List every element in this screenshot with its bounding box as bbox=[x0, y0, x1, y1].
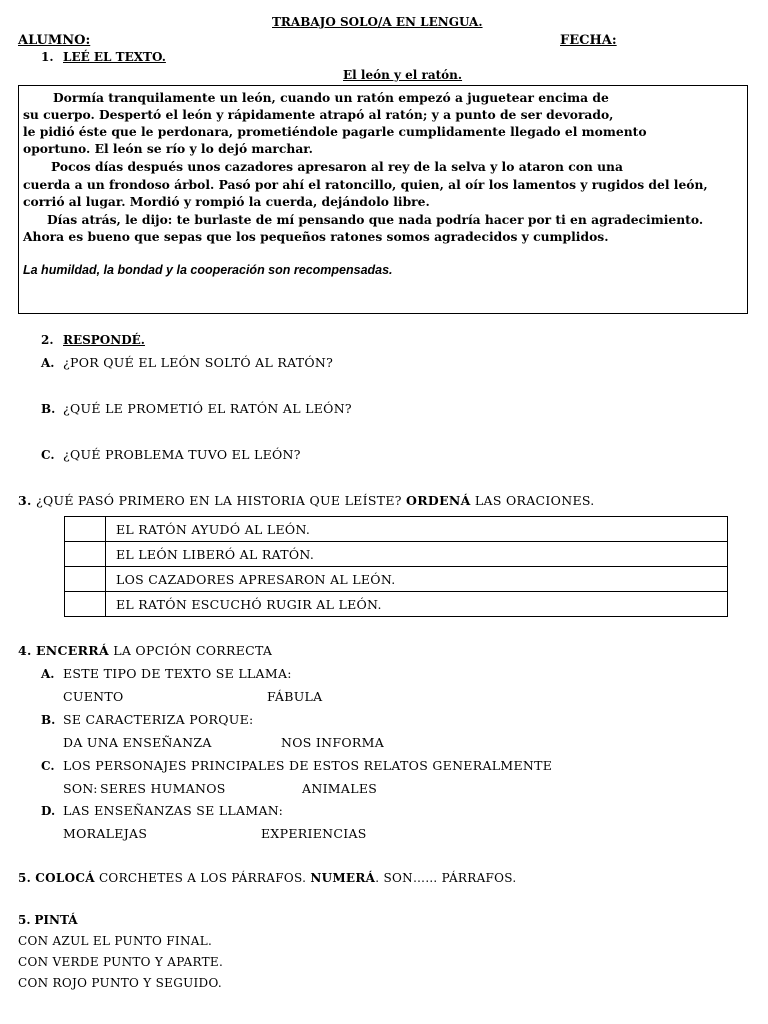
story-line: Días atrás, le dijo: te burlaste de mí pensando que nada podría hacer por ti en agradecimiento. bbox=[47, 212, 704, 227]
option-seres-humanos[interactable]: SERES HUMANOS bbox=[100, 781, 226, 796]
item-question: LAS ENSEÑANZAS SE LLAMAN: bbox=[63, 803, 284, 818]
question-letter: A. bbox=[41, 356, 55, 370]
section5a-tail: . SON…… PÁRRAFOS. bbox=[375, 871, 517, 885]
option-moralejas[interactable]: MORALEJAS bbox=[63, 826, 148, 841]
paint-instruction-blue: CON AZUL EL PUNTO FINAL. bbox=[18, 934, 213, 948]
worksheet-title: TRABAJO SOLO/A EN LENGUA. bbox=[272, 15, 483, 29]
story-line: cuerda a un frondoso árbol. Pasó por ahí el ratoncillo, quien, al oír los lamentos y rugidos del león, bbox=[23, 177, 708, 192]
option-fabula[interactable]: FÁBULA bbox=[267, 689, 323, 704]
section5a-number: 5. bbox=[18, 871, 32, 885]
question-letter: B. bbox=[41, 402, 56, 416]
section5a-verb-numerar: NUMERÁ bbox=[310, 871, 376, 885]
section4-tail: LA OPCIÓN CORRECTA bbox=[113, 643, 273, 658]
section4-verb: ENCERRÁ bbox=[35, 643, 109, 658]
section3-number: 3. bbox=[18, 493, 32, 508]
order-number-cell[interactable] bbox=[65, 517, 106, 542]
item-question: LOS PERSONAJES PRINCIPALES DE ESTOS RELATOS GENERALMENTE bbox=[63, 758, 553, 773]
item-question: SE CARACTERIZA PORQUE: bbox=[63, 712, 254, 727]
section3-verb: ORDENÁ bbox=[406, 493, 471, 508]
story-line: le pidió éste que le perdonara, prometiéndole pagarle cumplidamente llegado el momento bbox=[23, 124, 647, 139]
story-line: Ahora es bueno que sepas que los pequeños ratones somos agradecidos y cumplidos. bbox=[23, 229, 609, 244]
section3-instruction bbox=[18, 493, 595, 508]
section4-number: 4. bbox=[18, 643, 32, 658]
date-label: FECHA: bbox=[560, 33, 617, 48]
section5a-text: CORCHETES A LOS PÁRRAFOS. bbox=[98, 871, 307, 885]
item-letter: A. bbox=[41, 667, 55, 681]
option-experiencias[interactable]: EXPERIENCIAS bbox=[261, 826, 367, 841]
item-question: ESTE TIPO DE TEXTO SE LLAMA: bbox=[63, 666, 292, 681]
section3-tail: LAS ORACIONES. bbox=[474, 493, 595, 508]
question-text: ¿QUÉ PROBLEMA TUVO EL LEÓN? bbox=[63, 447, 301, 462]
table-row bbox=[65, 517, 728, 542]
table-row bbox=[65, 542, 728, 567]
sentence-cell: LOS CAZADORES APRESARON AL LEÓN. bbox=[106, 567, 728, 592]
question-letter: C. bbox=[41, 448, 55, 462]
item-question-continuation: SON: bbox=[63, 781, 98, 796]
paint-instruction-red: CON ROJO PUNTO Y SEGUIDO. bbox=[18, 976, 223, 990]
section5b-number: 5. bbox=[18, 913, 31, 927]
story-box bbox=[18, 85, 748, 314]
section5b-verb: PINTÁ bbox=[34, 913, 78, 927]
order-number-cell[interactable] bbox=[65, 567, 106, 592]
story-line: corrió al lugar. Mordió y rompió la cuerda, dejándolo libre. bbox=[23, 194, 430, 209]
sentence-cell: EL RATÓN ESCUCHÓ RUGIR AL LEÓN. bbox=[106, 592, 728, 617]
order-table bbox=[64, 516, 728, 617]
student-name-label: ALUMNO: bbox=[18, 33, 91, 48]
story-line: Dormía tranquilamente un león, cuando un ratón empezó a juguetear encima de bbox=[53, 90, 609, 105]
section2-heading: RESPONDÉ. bbox=[63, 333, 145, 347]
item-letter: D. bbox=[41, 804, 56, 818]
item-letter: C. bbox=[41, 759, 55, 773]
option-da-una-ensenanza[interactable]: DA UNA ENSEÑANZA bbox=[63, 735, 212, 750]
section3-question: ¿QUÉ PASÓ PRIMERO EN LA HISTORIA QUE LEÍSTE? bbox=[35, 493, 402, 508]
story-line: oportuno. El león se río y lo dejó marchar. bbox=[23, 141, 313, 156]
sentence-cell: EL RATÓN AYUDÓ AL LEÓN. bbox=[106, 517, 728, 542]
table-row bbox=[65, 592, 728, 617]
section1-number: 1. bbox=[41, 50, 54, 64]
option-nos-informa[interactable]: NOS INFORMA bbox=[281, 735, 385, 750]
story-line: Pocos días después unos cazadores apresaron al rey de la selva y lo ataron con una bbox=[51, 159, 623, 174]
order-number-cell[interactable] bbox=[65, 592, 106, 617]
section4-instruction bbox=[18, 643, 272, 658]
question-text: ¿QUÉ LE PROMETIÓ EL RATÓN AL LEÓN? bbox=[63, 401, 352, 416]
option-cuento[interactable]: CUENTO bbox=[63, 689, 124, 704]
section2-number: 2. bbox=[41, 333, 54, 347]
story-line: su cuerpo. Despertó el león y rápidamente atrapó al ratón; y a punto de ser devorado, bbox=[23, 107, 614, 122]
order-number-cell[interactable] bbox=[65, 542, 106, 567]
section5b-heading bbox=[18, 913, 78, 927]
sentence-cell: EL LEÓN LIBERÓ AL RATÓN. bbox=[106, 542, 728, 567]
paint-instruction-green: CON VERDE PUNTO Y APARTE. bbox=[18, 955, 224, 969]
story-moral: La humildad, la bondad y la cooperación son recompensadas. bbox=[23, 263, 393, 277]
story-title: El león y el ratón. bbox=[343, 68, 463, 82]
table-row bbox=[65, 567, 728, 592]
option-animales[interactable]: ANIMALES bbox=[302, 781, 378, 796]
question-text: ¿POR QUÉ EL LEÓN SOLTÓ AL RATÓN? bbox=[63, 355, 334, 370]
section5a-instruction bbox=[18, 871, 517, 885]
section5a-verb-colocar: COLOCÁ bbox=[35, 871, 95, 885]
section1-heading: LEÉ EL TEXTO. bbox=[63, 50, 166, 64]
item-letter: B. bbox=[41, 713, 56, 727]
